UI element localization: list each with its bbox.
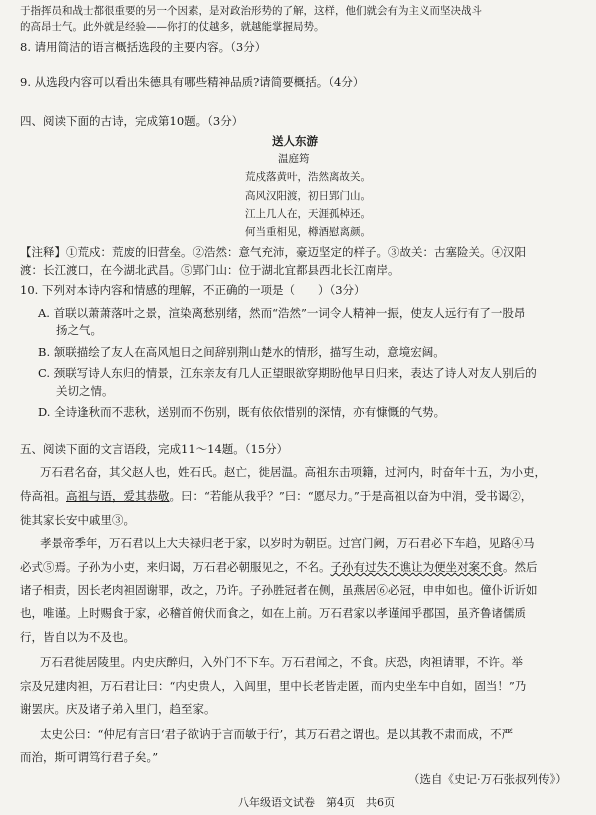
classical-text-line: 诸子相责，因长老肉袒固谢罪，改之，乃许。子孙胜冠者在侧，虽燕居⑥必冠，申申如也。僮仆䜣䜣如 xyxy=(20,583,538,597)
classical-text-line: 徙其家长安中戚里③。 xyxy=(20,513,135,527)
section-4-heading: 四、阅读下面的古诗，完成第10题。（3分） xyxy=(20,114,244,128)
passage-line: 的高昂士气。此外就是经验——你打的仗越多，就越能掌握局势。 xyxy=(20,21,325,33)
question-8: 8. 请用简洁的语言概括选段的主要内容。（3分） xyxy=(20,40,267,54)
option-a-cont: 扬之气。 xyxy=(56,323,102,337)
poem-title: 送人东游 xyxy=(272,134,318,148)
poem-line: 荒戍落黄叶，浩然离故关。 xyxy=(245,171,371,183)
question-10: 10. 下列对本诗内容和情感的理解，不正确的一项是（ ）（3分） xyxy=(20,283,366,297)
classical-text-line: 行，皆自以为不及也。 xyxy=(20,630,135,644)
classical-text-line: 必式⑤焉。子孙为小吏，来归谒，万石君必朝服见之，不名。子孙有过失不谯让为便坐对案不食。然后 xyxy=(20,560,538,574)
poem-author: 温庭筠 xyxy=(278,153,310,165)
option-d: D. 全诗逢秋而不悲秋，送别而不伤别，既有依依惜别的深情，亦有慷慨的气势。 xyxy=(38,405,446,419)
poem-line: 何当重相见，樽酒慰离颜。 xyxy=(245,226,371,238)
option-c: C. 颈联写诗人东归的情景，江东亲友有几人正望眼欲穿期盼他早日归来，表达了诗人对友人别后的 xyxy=(38,366,537,380)
classical-text-line: 谢罢庆。庆及诸子弟入里门，趋至家。 xyxy=(20,702,216,716)
option-c-cont: 关切之情。 xyxy=(56,384,114,398)
classical-text-line: 宗及兄建肉袒，万石君让曰：“内史贵人，入闾里，里中长老皆走匿，而内史坐车中自如，固当！”乃 xyxy=(20,679,527,693)
poem-notes: 渡：长江渡口，在今湖北武昌。⑤郢门山：位于湖北宜都县西北长江南岸。 xyxy=(20,263,400,277)
classical-text-line: 也，唯谨。上时赐食于家，必稽首俯伏而食之，如在上前。万石君家以孝谨闻乎郡国，虽齐鲁诸儒质 xyxy=(20,606,526,620)
classical-text-line: 万石君徙居陵里。内史庆醉归，入外门不下车。万石君闻之，不食。庆恐，肉袒请罪，不许。举 xyxy=(40,655,523,669)
option-a: A. 首联以萧萧落叶之景，渲染离愁别绪，然而“浩然”一词令人精神一振，使友人远行有了一股昂 xyxy=(38,306,526,320)
option-b: B. 颔联描绘了友人在高风旭日之间辞别荆山楚水的情形，描写生动，意境宏阔。 xyxy=(38,345,445,359)
poem-notes: 【注释】①荒戍：荒废的旧营垒。②浩然：意气充沛，豪迈坚定的样子。③故关：古塞险关。④汉阳 xyxy=(20,245,526,259)
classical-text-line: 孝景帝季年，万石君以上大夫禄归老于家，以岁时为朝臣。过宫门阙，万石君必下车趋，见路④马 xyxy=(40,536,535,550)
wavy-underlined-sentence: 子孙有过失不谯让为便坐对案不食 xyxy=(330,560,503,574)
classical-text-line: 而治，斯可谓笃行君子矣。” xyxy=(20,750,159,764)
poem-line: 高风汉阳渡，初日郢门山。 xyxy=(245,190,371,202)
section-5-heading: 五、阅读下面的文言语段，完成11～14题。（15分） xyxy=(20,442,289,456)
source-citation: （选自《史记·万石张叔列传》） xyxy=(408,772,567,786)
question-9: 9. 从选段内容可以看出朱德具有哪些精神品质?请简要概括。（4分） xyxy=(20,75,365,89)
poem-line: 江上几人在，天涯孤棹还。 xyxy=(245,208,371,220)
passage-line: 于指挥员和战士都很重要的另一个因素，是对政治形势的了解，这样，他们就会有为主义而坚决战斗 xyxy=(20,5,482,17)
classical-text-line: 万石君名奋，其父赵人也，姓石氏。赵亡，徙居温。高祖东击项籍，过河内，时奋年十五，为小吏， xyxy=(40,465,546,479)
underlined-sentence: 高祖与语，爱其恭敬 xyxy=(66,489,170,503)
classical-text-line: 侍高祖。高祖与语，爱其恭敬。曰：“若能从我乎？”曰：“愿尽力。”于是高祖以奋为中涓，受书谒②， xyxy=(20,489,533,503)
classical-text-line: 太史公曰：“仲尼有言曰‘君子欲讷于言而敏于行’，其万石君之谓也。是以其教不肃而成，不严 xyxy=(40,727,514,741)
page-footer: 八年级语文试卷 第4页 共6页 xyxy=(238,796,395,809)
